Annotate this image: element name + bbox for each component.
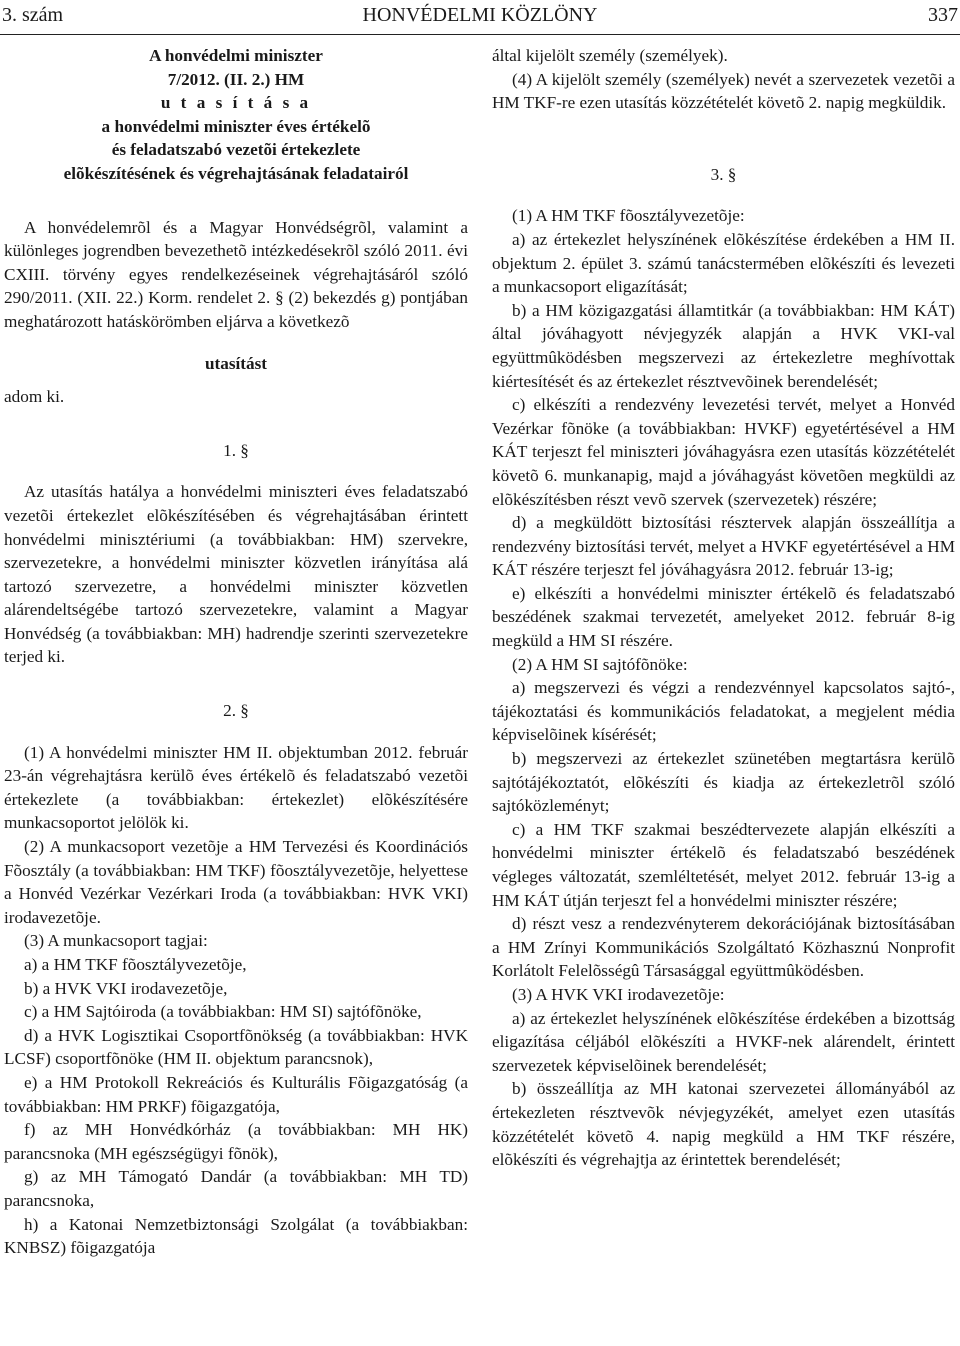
section-1-text: Az utasítás hatálya a honvédelmi miniszteri éves feladatszabó vezetõi értekezlet elõkészítésében és végrehajtásában érintett honvédelmi minisztériumi (a továbbiakban: HM) szervekre, szervezetekre, a honvédelmi miniszter közvetlen irányítása alá tartozó szervezetre, a honvédelmi miniszter közvetlen alárendeltségébe tartozó szervezetekre, valamint a Magyar Honvédség (a továbbiakban: MH) hadrendje szerinti szervezetekre terjed ki. — [4, 482, 468, 667]
duty-item: b) a HM közigazgatási államtitkár (a továbbiakban: HM KÁT) által jóváhagyott névjegyzék alapján a HVK VKI-val együttmûködésben megszervezi az értekezletre meghívottak kiértesítését és az értekezlet résztvevõinek berendelését; — [492, 300, 955, 391]
member-item: d) a HVK Logisztikai Csoportfõnökség (a továbbiakban: HVK LCSF) csoportfõnöke (HM II. objektum parancsnok), — [4, 1025, 468, 1069]
member-item: e) a HM Protokoll Rekreációs és Kulturális Fõigazgatóság (a továbbiakban: HM PRKF) fõigazgatója, — [4, 1072, 468, 1116]
title-line: A honvédelmi miniszter — [149, 46, 323, 65]
continuation-text: által kijelölt személy (személyek). — [492, 46, 728, 65]
duty-item: b) összeállítja az MH katonai szervezetei állományából az értekezleten résztvevõk névjegyzékét, amelyet ezen utasítás közzétételét követõ 4. napig megküld a HM TKF részére, elõkészíti és végrehajtja az érintettek berendelését; — [492, 1079, 955, 1170]
instruction-word: utasítást — [204, 353, 268, 373]
title-line: a honvédelmi miniszter éves értékelõ — [101, 116, 371, 136]
journal-title: HONVÉDELMI KÖZLÖNY — [362, 4, 598, 26]
title-line: 7/2012. (II. 2.) HM — [167, 69, 305, 89]
member-item: g) az MH Támogató Dandár (a továbbiakban: MH TD) parancsnoka, — [4, 1167, 468, 1210]
duty-item: c) elkészíti a rendezvény levezetési tervét, melyet a Honvéd Vezérkar fõnöke (a továbbiakban: HVKF) egyetértésével a HM KÁT terjeszt fel miniszteri jóváhagyásra ezen utasítás közzétételét követõ 6. munkanapig, majd a jóváhagyást követõen megküldi az elõkészítésben részt vevõ szervek (szervezetek) részére; — [492, 395, 955, 509]
page-header — [0, 0, 960, 35]
section-3-paragraph-2-head: (2) A HM SI sajtófõnöke: — [512, 654, 688, 674]
section-3-paragraph-3-head: (3) A HVK VKI irodavezetõje: — [512, 984, 725, 1004]
adom-ki: adom ki. — [4, 387, 65, 407]
left-column — [4, 44, 468, 1260]
duty-item: e) elkészíti a honvédelmi miniszter értékelõ és feladatszabó beszédének szakmai tervezetét, amelyeket 2012. február 8-ig megküld a HM SI részére. — [492, 583, 955, 651]
instruction-title — [4, 44, 468, 186]
section-2-paragraph-2: (2) A munkacsoport vezetõje a HM Tervezési és Koordinációs Fõosztály (a továbbiakban: HM TKF) fõosztályvezetõje, helyettese a Honvéd Vezérkar Vezérkari Iroda (a továbbiakban: HVK VKI) irodavezetõje. — [4, 837, 468, 927]
right-column — [492, 44, 955, 1172]
member-item: c) a HM Sajtóiroda (a továbbiakban: HM SI) sajtófõnöke, — [24, 1002, 422, 1022]
title-line: és feladatszabó vezetõi értekezlete — [111, 140, 361, 160]
duty-item: d) a megküldött biztosítási résztervek alapján összeállítja a rendezvény biztosítási tervét, melyet a HVKF egyetértésével a HM KÁT részére terjeszt fel jóváhagyásra 2012. február 13-ig; — [492, 513, 955, 580]
member-item: b) a HVK VKI irodavezetõje, — [24, 978, 228, 998]
duty-item: a) az értekezlet helyszínének elõkészítése érdekében a HM II. objektum 2. épület 3. számú tanácstermében elõkészíti és levezeti a munkacsoport eligazítását; — [492, 229, 955, 297]
duty-item: a) megszervezi és végzi a rendezvénnyel kapcsolatos sajtó-, tájékoztatási és kommunikációs feladatokat, a megjelent média képviselõinek kísérését; — [492, 678, 955, 745]
member-item: f) az MH Honvédkórház (a továbbiakban: MH HK) parancsnoka (MH egészségügyi fõnök), — [4, 1120, 468, 1163]
section-1-heading: 1. § — [223, 440, 249, 460]
issue-number: 3. szám — [2, 4, 64, 26]
duty-item: a) az értekezlet helyszínének elõkészítése érdekében a bizottság eligazítása céljából elõkészíti a HVKF-nek alárendelt, érintett szervezetek képviselõinek berendelését; — [492, 1008, 955, 1075]
title-line: u t a s í t á s a — [160, 93, 312, 113]
duty-item: c) a HM TKF szakmai beszédtervezete alapján elkészíti a honvédelmi miniszter értékelõ és feladatszabó beszédének végleges változatát, szemléltetését, melyet 2012. február 13-ig a HM KÁT útján terjeszt fel a honvédelmi miniszter részére; — [492, 819, 955, 910]
section-2-paragraph-1: (1) A honvédelmi miniszter HM II. objektumban 2012. február 23-án végrehajtásra kerülõ éves értékelõ és feladatszabó vezetõi értekezlete (a továbbiakban: értekezlet) elõkészítésére munkacsoportot jelölök ki. — [4, 742, 468, 833]
section-2-paragraph-4: (4) A kijelölt személy (személyek) nevét a szervezetek vezetõi a HM TKF-re ezen utasítás közzétételét követõ 2. napig megküldik. — [492, 69, 955, 113]
section-2-paragraph-3: (3) A munkacsoport tagjai: — [24, 931, 208, 951]
preamble: A honvédelemrõl és a Magyar Honvédségrõl, valamint a különleges jogrendben bevezethetõ intézkedésekrõl szóló 2011. évi CXIII. törvény egyes rendelkezéseinek végrehajtásáról szóló 290/2011. (XII. 22.) Korm. rendelet 2. § (2) bekezdés g) pontjában meghatározott hatáskörömben eljárva a következõ — [4, 217, 468, 331]
section-3-heading: 3. § — [710, 164, 737, 184]
section-2-heading: 2. § — [223, 701, 249, 721]
page-number: 337 — [928, 4, 958, 26]
section-3-paragraph-1-head: (1) A HM TKF fõosztályvezetõje: — [512, 206, 745, 226]
member-item: a) a HM TKF fõosztályvezetõje, — [24, 955, 247, 974]
title-line: elõkészítésének és végrehajtásának feladatairól — [63, 163, 409, 183]
duty-item: b) megszervezi az értekezlet szünetében megtartásra kerülõ sajtótájékoztatót, elõkészíti és kiadja az értekezletrõl szóló sajtóközleményt; — [492, 749, 955, 816]
member-item: h) a Katonai Nemzetbiztonsági Szolgálat (a továbbiakban: KNBSZ) fõigazgatója — [4, 1214, 468, 1258]
duty-item: d) részt vesz a rendezvényterem dekorációjának biztosításában a HM Zrínyi Kommunikációs Szolgáltató Közhasznú Nonprofit Korlátolt Felelõsségû Társasággal együttmûködésben. — [492, 914, 955, 981]
